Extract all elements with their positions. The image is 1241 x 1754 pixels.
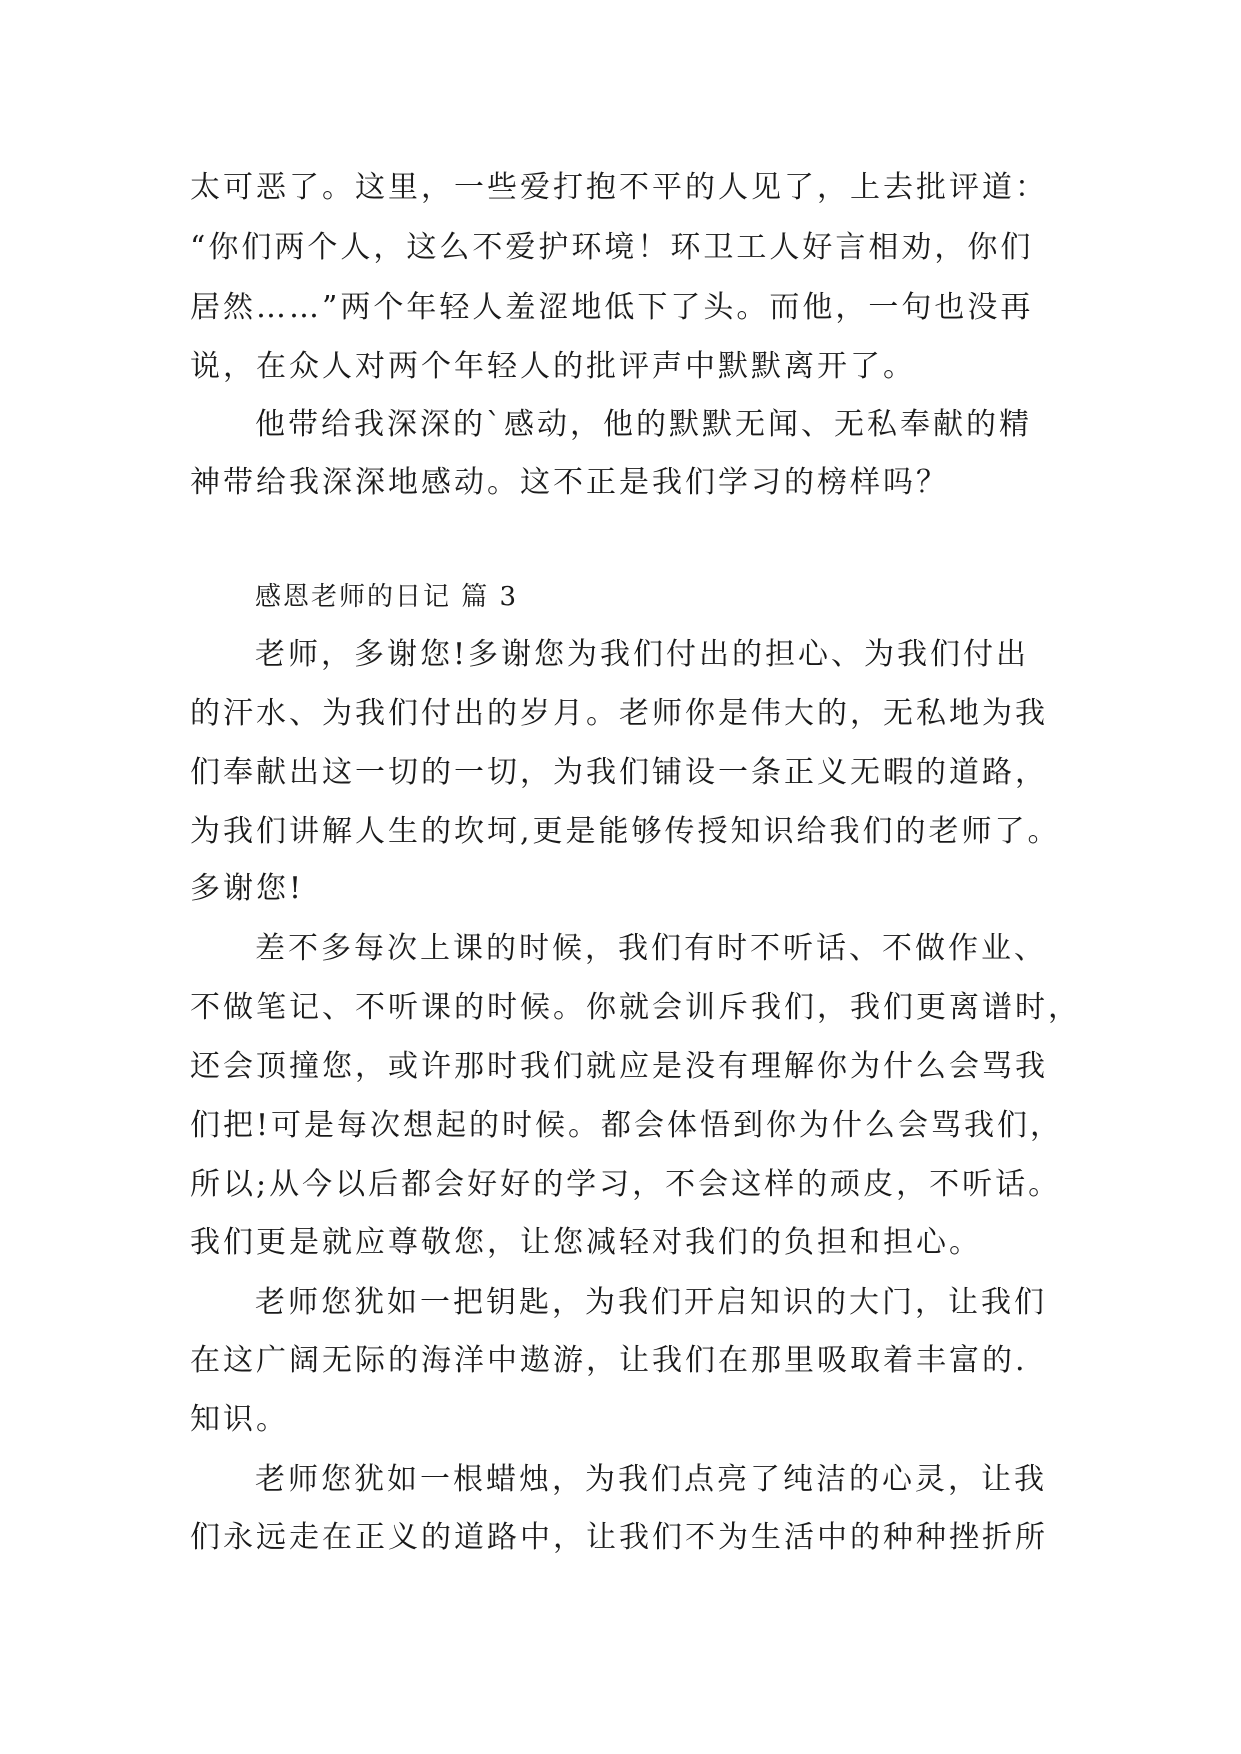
section-heading: 感恩老师的日记 篇 3 [255,582,519,612]
text-line: 老师您犹如一把钥匙，为我们开启知识的大门，让我们 [255,1285,1047,1320]
text-line: 所以;从今以后都会好好的学习，不会这样的顽皮，不听话。 [190,1167,1062,1202]
text-line: 居然……”两个年轻人羞涩地低下了头。而他，一句也没再 [190,290,1034,325]
text-line: 为我们讲解人生的坎坷,更是能够传授知识给我们的老师了。 [190,814,1061,849]
text-line: 在这广阔无际的海洋中遨游，让我们在那里吸取着丰富的. [190,1343,1028,1378]
text-line: 老师，多谢您!多谢您为我们付出的担心、为我们付出 [255,637,1030,672]
text-line: 不做笔记、不听课的时候。你就会训斥我们，我们更离谱时， [190,990,1081,1025]
text-line: 神带给我深深地感动。这不正是我们学习的榜样吗？ [190,465,949,500]
text-line: 我们更是就应尊敬您，让您减轻对我们的负担和担心。 [190,1225,982,1260]
text-line: 说，在众人对两个年轻人的批评声中默默离开了。 [190,349,916,384]
text-line: 的汗水、为我们付出的岁月。老师你是伟大的，无私地为我 [190,696,1048,731]
text-line: 老师您犹如一根蜡烛，为我们点亮了纯洁的心灵，让我 [255,1462,1047,1497]
text-line: 们把!可是每次想起的时候。都会体悟到你为什么会骂我们， [190,1108,1064,1143]
text-line: “你们两个人，这么不爱护环境！环卫工人好言相劝，你们 [190,230,1034,265]
text-line: 差不多每次上课的时候，我们有时不听话、不做作业、 [255,931,1047,966]
text-line: 们永远走在正义的道路中，让我们不为生活中的种种挫折所 [190,1520,1048,1555]
text-line: 他带给我深深的`感动，他的默默无闻、无私奉献的精 [255,407,1032,442]
text-line: 还会顶撞您，或许那时我们就应是没有理解你为什么会骂我 [190,1049,1048,1084]
text-line: 知识。 [190,1402,289,1437]
text-line: 多谢您! [190,871,305,906]
text-line: 们奉献出这一切的一切，为我们铺设一条正义无暇的道路， [190,755,1048,790]
text-line: 太可恶了。这里，一些爱打抱不平的人见了，上去批评道： [190,170,1048,205]
